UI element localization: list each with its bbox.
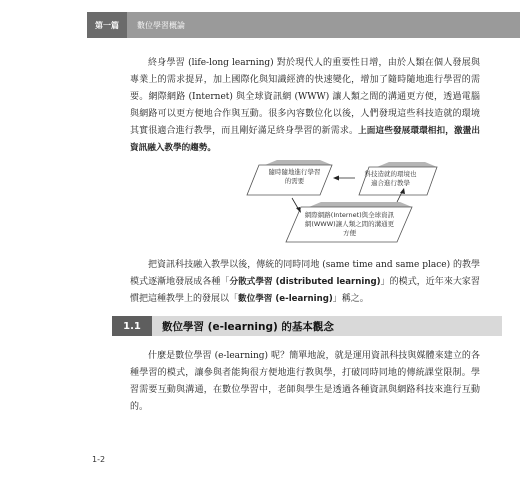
section-title: 數位學習 (e-learning) 的基本觀念 bbox=[152, 316, 502, 336]
intro-bold-text: 上面這些發展環環相扣，激盪出資訊融入教學的趨勢。 bbox=[130, 126, 480, 153]
cycle-diagram bbox=[237, 150, 457, 250]
p2-bold-a: 分散式學習 (distributed learning) bbox=[229, 277, 381, 287]
diagram-box-bottom-shadow bbox=[309, 202, 412, 207]
distributed-learning-paragraph bbox=[130, 257, 480, 308]
chapter-title: 數位學習概論 bbox=[137, 20, 185, 30]
header-tab bbox=[87, 12, 185, 38]
section-heading bbox=[112, 316, 502, 336]
p2-text-c: 」稱之。 bbox=[332, 294, 369, 304]
p2-text-b: 」的模式，近年來大家習慣把這種教學上的發展以「 bbox=[130, 277, 480, 304]
page-header bbox=[87, 12, 520, 38]
diagram-box-right-shadow bbox=[377, 162, 437, 167]
diagram-box-left-shadow bbox=[265, 160, 332, 165]
diagram-label-right: 科技造就的環境也適合進行教學 bbox=[364, 170, 417, 187]
intro-paragraph bbox=[130, 55, 480, 157]
intro-text: 終身學習 (life-long learning) 對於現代人的重要性日增，由於人類在個人發展與專業上的需求提昇，加上國際化與知識經濟的快速變化，增加了隨時隨地進行學習的需要。網際網路 (Internet) 與全球資訊網 (WWW) 讓人類之間的溝通更方便，透過電腦與網路可以更方便地合作與互動。很多內容數位化以後，人們發現這些科技造就的環境其實很適合進行教學，而且剛好滿足終身學習的新需求。 bbox=[130, 58, 480, 136]
arrow-right-to-left-head bbox=[333, 176, 339, 181]
definition-paragraph: 什麼是數位學習 (e-learning) 呢？簡單地說，就是運用資訊科技與媒體來建立的各種學習的模式，讓參與者能夠很方便地進行教與學，打破同時同地的傳統課堂限制。學習需要互動與溝通，在數位學習中，老師與學生是透過各種資訊與網路科技來進行互動的。 bbox=[130, 351, 480, 412]
p2-text-a: 把資訊科技融入教學以後，傳統的同時同地 (same time and same place) 的教學模式逐漸地發展成各種「 bbox=[130, 260, 480, 287]
section-number: 1.1 bbox=[112, 316, 152, 336]
diagram-label-bottom: 網際網路(Internet)與全球資訊網(WWW)讓人類之間的溝通更方便 bbox=[304, 211, 395, 237]
book-page bbox=[87, 0, 520, 500]
diagram-label-left: 隨時隨地進行學習的需要 bbox=[268, 168, 321, 185]
page-number: 1-2 bbox=[92, 455, 106, 464]
p2-bold-b: 數位學習 (e-learning) bbox=[238, 294, 333, 304]
chapter-label: 第一篇 bbox=[87, 12, 127, 38]
